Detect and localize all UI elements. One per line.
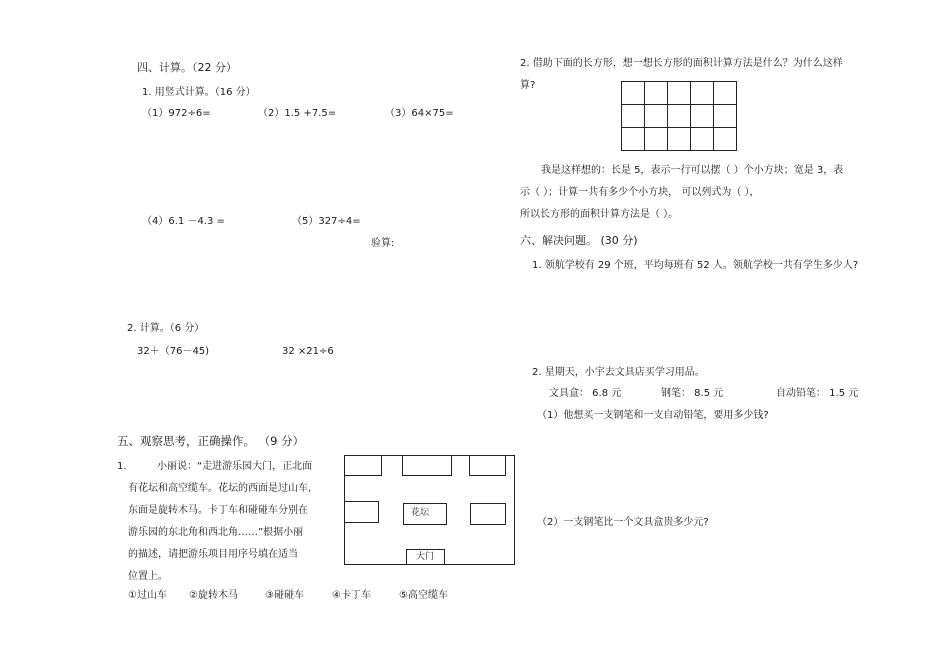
option-item: ⑤高空缆车 (399, 590, 448, 601)
gate-label: 大门 (416, 552, 435, 562)
price-pen: 钢笔： 8.5 元 (661, 388, 724, 399)
section-4-title: 四、计算。（22 分） (137, 61, 237, 74)
check-label: 验算: (371, 238, 395, 249)
reasoning-line-3: 所以长方形的面积计算方法是（ ）。 (520, 209, 679, 220)
problem-1: 1. 领航学校有 29 个班，平均每班有 52 人。领航学校一共有学生多少人? (532, 260, 859, 271)
price-mechanical-pencil: 自动铅笔： 1.5 元 (776, 388, 859, 399)
paragraph-line: 东面是旋转木马。卡丁车和碰碰车分别在 (128, 505, 308, 516)
problem-2-question-2: （2）一支钢笔比一个文具盒贵多少元? (537, 517, 709, 528)
question-4: （4）6.1 －4.3 = (142, 216, 225, 227)
reasoning-line-2: 示（ ）；计算一共有多少个小方块， 可以列式为（ ）， (520, 187, 760, 198)
problem-2: 2. 星期天，小宇去文具店买学习用品。 (532, 367, 705, 378)
subsection-1-title: 1. 用竖式计算。（16 分） (142, 87, 256, 98)
paragraph-line: 小丽说：“走进游乐园大门，正北面 (157, 461, 313, 472)
paragraph-line: 的描述，请把游乐项目用序号填在适当 (128, 549, 298, 560)
answer-box-northeast[interactable] (469, 455, 506, 476)
answer-box-north[interactable] (402, 455, 452, 476)
question-2: （2）1.5 +7.5= (258, 108, 337, 119)
garden-label: 花坛 (411, 508, 430, 518)
paragraph-line: 游乐园的东北角和西北角……”根据小丽 (128, 527, 304, 538)
question-2-line-2: 算? (520, 80, 536, 91)
paragraph-line: 位置上。 (128, 571, 168, 582)
calc-expression-2: 32 ×21÷6 (282, 346, 334, 357)
question-1: （1）972÷6= (142, 108, 211, 119)
option-item: ③碰碰车 (265, 590, 304, 601)
paragraph-line: 有花坛和高空缆车。花坛的西面是过山车, (128, 483, 312, 494)
calc-expression-1: 32＋（76－45) (137, 346, 210, 357)
section-6-title: 六、解决问题。 (30 分) (520, 234, 638, 247)
option-item: ②旋转木马 (189, 590, 238, 601)
option-item: ①过山车 (128, 590, 167, 601)
question-3: （3）64×75= (385, 108, 454, 119)
question-number: 1. (117, 461, 127, 472)
answer-box-northwest[interactable] (344, 455, 382, 476)
price-pencil-case: 文具盒： 6.8 元 (549, 388, 622, 399)
reasoning-line-1: 我是这样想的：长是 5，表示一行可以摆（ ）个小方块；宽是 3，表 (541, 165, 844, 176)
answer-box-east[interactable] (470, 503, 506, 525)
problem-2-question-1: （1）他想买一支钢笔和一支自动铅笔，要用多少钱? (537, 410, 769, 421)
rectangle-grid (621, 81, 737, 151)
answer-box-west[interactable] (344, 501, 379, 523)
option-item: ④卡丁车 (332, 590, 371, 601)
question-5: （5）327÷4= (292, 216, 361, 227)
question-2-line-1: 2. 借助下面的长方形，想一想长方形的面积计算方法是什么？为什么这样 (520, 58, 843, 69)
subsection-2-title: 2. 计算。（6 分） (127, 323, 205, 334)
section-5-title: 五、观察思考，正确操作。 （9 分） (117, 434, 305, 448)
